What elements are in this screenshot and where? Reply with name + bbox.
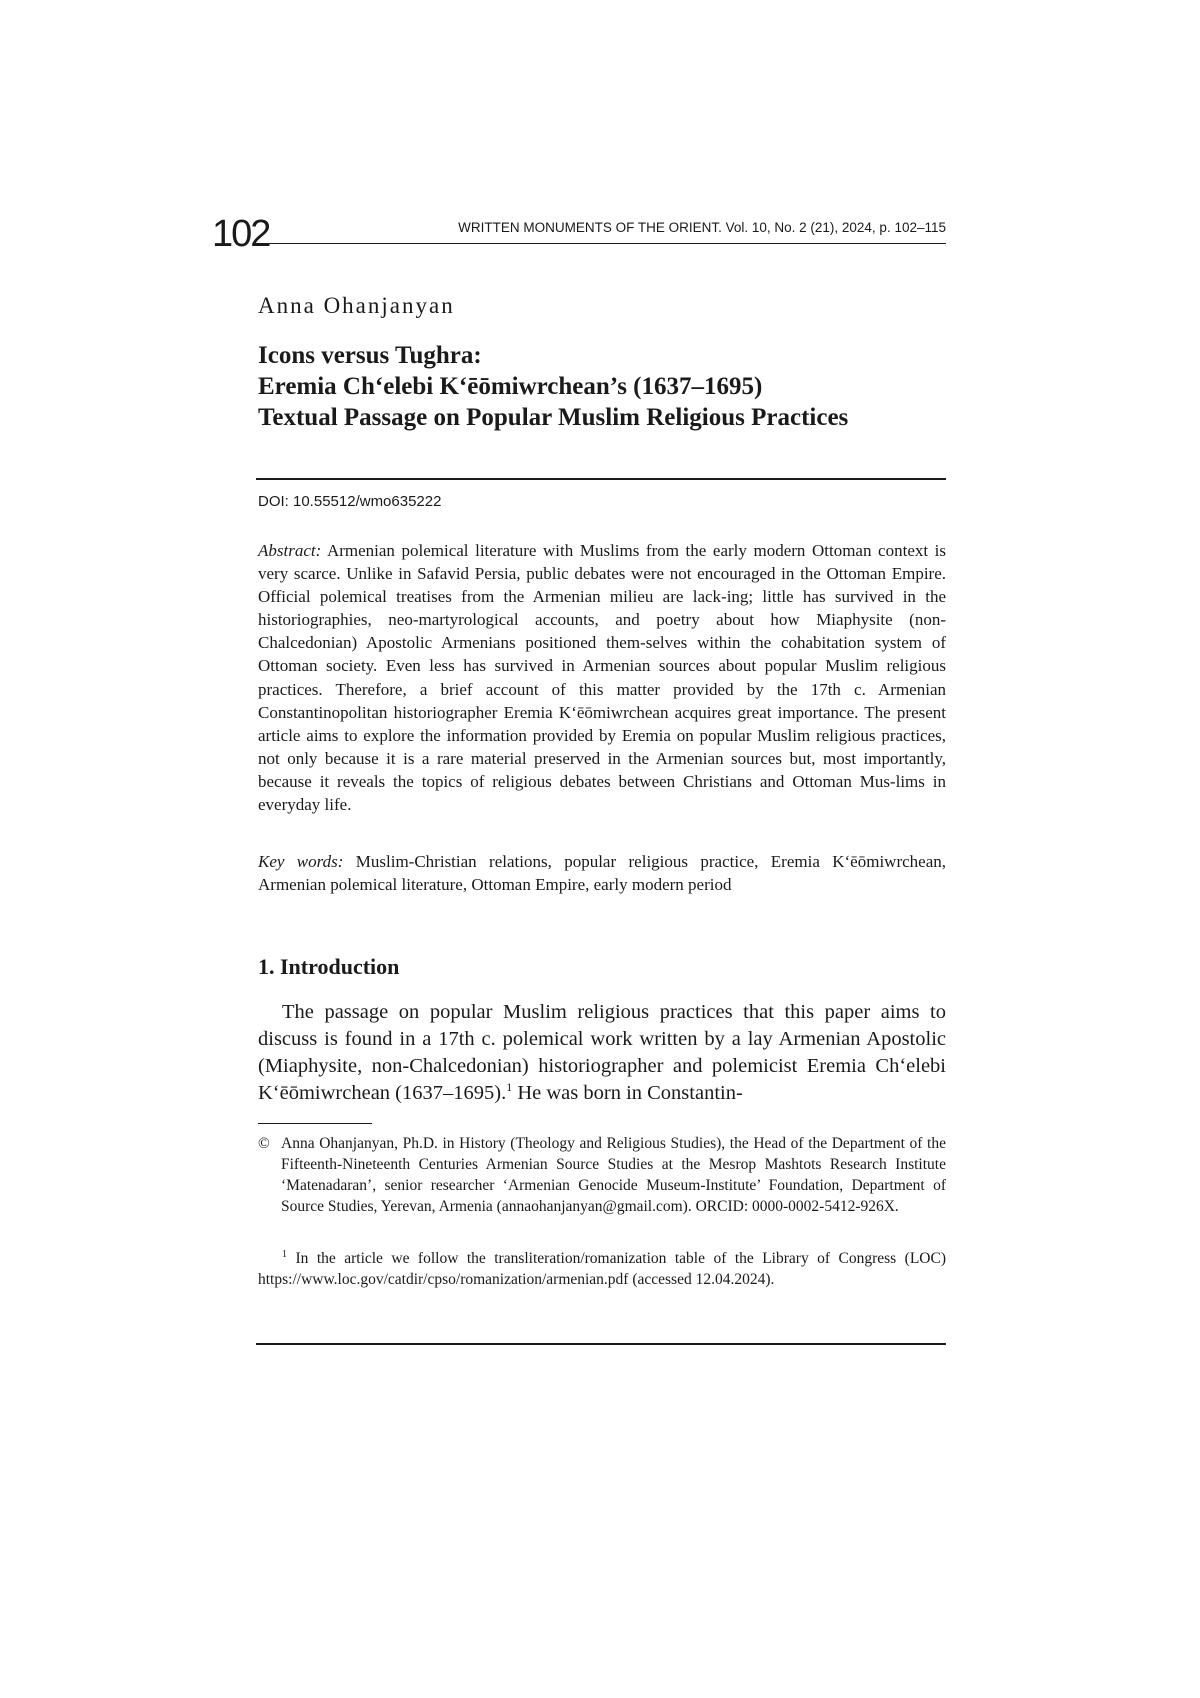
- title-line-3: Textual Passage on Popular Muslim Religious Practices: [258, 404, 849, 431]
- title-line-1: Icons versus Tughra:: [258, 342, 482, 369]
- paragraph-text-cont: He was born in Constantin-: [512, 1082, 743, 1104]
- keywords-label: Key words:: [258, 852, 344, 871]
- keywords-text: Muslim-Christian relations, popular religious practice, Eremia Kʻēōmiwrchean, Armenian polemical literature, Ottoman Empire, early modern period: [258, 852, 946, 895]
- doi: DOI: 10.55512/wmo635222: [258, 493, 442, 510]
- abstract-top-rule: [256, 478, 946, 480]
- paragraph-text: The passage on popular Muslim religious practices that this paper aims to discuss is found in a 17th c. polemical work written by a lay Armenian Apostolic (Miaphysite, non-Chalcedonian) historiographer and polemicist Eremia Chʻelebi Kʻēōmiwrchean (1637–1695).: [258, 1001, 946, 1104]
- copyright-icon: ©: [258, 1135, 270, 1152]
- footnote-1: [258, 1248, 946, 1290]
- author-footnote: [258, 1133, 946, 1217]
- article-title: [258, 340, 958, 433]
- footnote-1-marker: 1: [282, 1248, 287, 1260]
- abstract-label: Abstract:: [258, 541, 322, 560]
- footer-rule: [256, 1343, 946, 1345]
- header-rule: [254, 243, 946, 244]
- keywords: [258, 850, 946, 896]
- abstract: [258, 539, 946, 816]
- footnote-ref[interactable]: 1: [506, 1080, 513, 1095]
- body-paragraph: [258, 999, 946, 1107]
- title-line-2: Eremia Chʻelebi Kʻēōmiwrchean’s (1637–1695): [258, 373, 763, 400]
- page-number: 102: [212, 213, 270, 255]
- author-footnote-text: Anna Ohanjanyan, Ph.D. in History (Theology and Religious Studies), the Head of the Department of the Fifteenth-Nineteenth Centuries Armenian Source Studies at the Mesrop Mashtots Research Institute ‘Matenadaran’, senior researcher ‘Armenian Genocide Museum-Institute’ Foundation, Department of Source Studies, Yerevan, Armenia (annaohanjanyan@gmail.com). ORCID: 0000-0002-5412-926X.: [281, 1135, 946, 1215]
- footnote-separator: [258, 1123, 372, 1124]
- abstract-text: Armenian polemical literature with Muslims from the early modern Ottoman context is very scarce. Unlike in Safavid Persia, public debates were not encouraged in the Ottoman Empire. Official polemical treatises from the Armenian milieu are lack-ing; little has survived in the historiographies, neo-martyrological accounts, and poetry about how Miaphysite (non-Chalcedonian) Apostolic Armenians positioned them-selves within the cohabitation system of Ottoman society. Even less has survived in Armenian sources about popular Muslim religious practices. Therefore, a brief account of this matter provided by the 17th c. Armenian Constantinopolitan historiographer Eremia Kʻēōmiwrchean acquires great importance. The present article aims to explore the information provided by Eremia on popular Muslim religious practices, not only because it is a rare material preserved in the Armenian sources but, most importantly, because it reveals the topics of religious debates between Christians and Ottoman Mus-lims in everyday life.: [258, 541, 947, 815]
- footnote-1-text: In the article we follow the transliteration/romanization table of the Library of Congress (LOC) https://www.loc.gov/catdir/cpso/romanization/armenian.pdf (accessed 12.04.2024).: [258, 1250, 946, 1288]
- author-name: Anna Ohanjanyan: [258, 293, 455, 318]
- running-head: WRITTEN MONUMENTS OF THE ORIENT. Vol. 10, No. 2 (21), 2024, p. 102–115: [458, 220, 946, 235]
- section-heading: 1. Introduction: [258, 954, 400, 979]
